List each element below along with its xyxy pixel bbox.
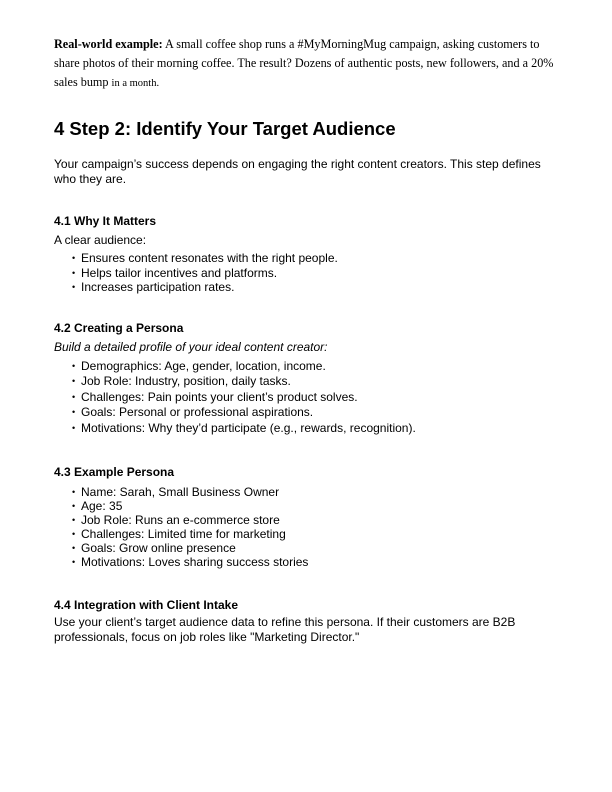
why-it-matters-list <box>72 251 338 295</box>
subsection-title-example-persona: 4.3 Example Persona <box>54 465 175 479</box>
list-item: • Ensures content resonates with the right people. <box>72 251 338 266</box>
list-item: • Goals: Personal or professional aspirations. <box>72 405 416 420</box>
list-item: • Demographics: Age, gender, location, income. <box>72 359 416 374</box>
list-item: • Challenges: Limited time for marketing <box>72 527 308 541</box>
section-intro-paragraph: Your campaign’s success depends on engaging the right content creators. This step defines who they are. <box>54 157 541 186</box>
list-item: • Motivations: Loves sharing success stories <box>72 555 308 569</box>
list-item: • Goals: Grow online presence <box>72 541 308 555</box>
list-item: • Motivations: Why they’d participate (e.g., rewards, recognition). <box>72 421 416 436</box>
list-item: • Challenges: Pain points your client’s product solves. <box>72 390 416 405</box>
subsection-title-integration: 4.4 Integration with Client Intake <box>54 598 239 612</box>
real-world-example-tail: in a month. <box>111 78 160 89</box>
list-item: • Job Role: Industry, position, daily tasks. <box>72 374 416 389</box>
real-world-example-text: A small coffee shop runs a #MyMorningMug campaign, asking customers to share photos of their morning coffee. The result? Dozens of authentic posts, new followers, and a 20% sales bump <box>54 37 554 89</box>
list-item: • Helps tailor incentives and platforms. <box>72 266 338 281</box>
list-item: • Increases participation rates. <box>72 280 338 295</box>
list-item: • Job Role: Runs an e-commerce store <box>72 513 308 527</box>
creating-persona-list <box>72 359 416 436</box>
real-world-example-paragraph <box>54 35 564 93</box>
section-heading: 4 Step 2: Identify Your Target Audience <box>54 118 396 139</box>
why-it-matters-lead: A clear audience: <box>54 233 147 247</box>
subsection-title-why-it-matters: 4.1 Why It Matters <box>54 214 157 228</box>
subsection-title-creating-persona: 4.2 Creating a Persona <box>54 321 184 335</box>
creating-persona-lead: Build a detailed profile of your ideal content creator: <box>54 340 328 354</box>
example-persona-list <box>72 485 308 569</box>
list-item: • Age: 35 <box>72 499 308 513</box>
list-item: • Name: Sarah, Small Business Owner <box>72 485 308 499</box>
integration-paragraph: Use your client’s target audience data to refine this persona. If their customers are B2B professionals, focus on job roles like "Marketing Director." <box>54 615 516 644</box>
real-world-example-label: Real-world example: <box>54 37 163 51</box>
